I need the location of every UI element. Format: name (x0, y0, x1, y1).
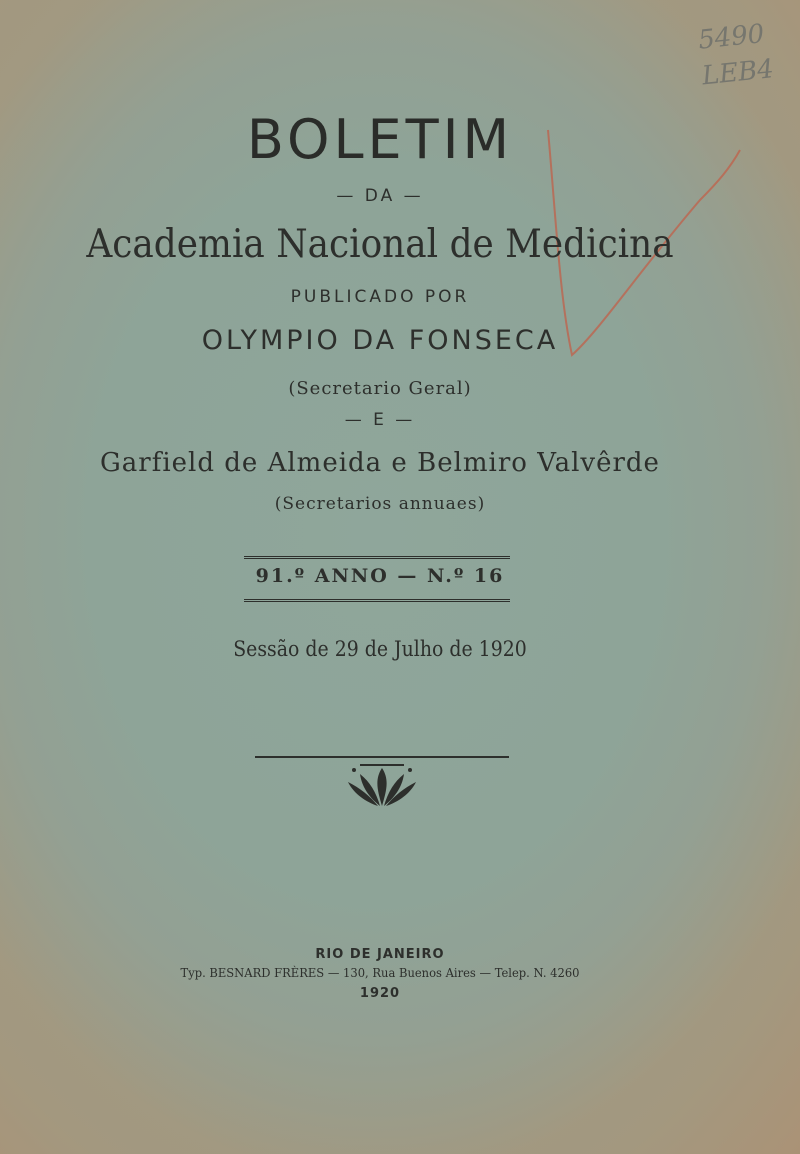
co-editors: Garfield de Almeida e Belmiro Valvêrde (100, 448, 660, 478)
issue-number: 91.º ANNO — N.º 16 (255, 565, 505, 587)
imprint-printer: Typ. BESNARD FRÈRES — 130, Rua Buenos Aires — Telep. N. 4260 (180, 966, 580, 980)
published-by: PUBLICADO POR (290, 287, 470, 307)
page-title: BOLETIM (246, 108, 514, 171)
academy-name: Academia Nacional de Medicina (86, 222, 674, 267)
editor-role: (Secretario Geral) (288, 378, 472, 399)
da-separator: — DA — (336, 186, 424, 206)
and-separator: — E — (344, 410, 416, 430)
editor-name: OLYMPIO DA FONSECA (201, 325, 559, 356)
co-editors-role: (Secretarios annuaes) (274, 494, 486, 514)
handwritten-note: 5490 LEB4 (696, 18, 776, 92)
divider-rule (255, 756, 509, 758)
imprint-year: 1920 (359, 986, 401, 1001)
imprint-city: RIO DE JANEIRO (315, 947, 445, 962)
session-date: Sessão de 29 de Julho de 1920 (233, 637, 527, 661)
ornament-icon (344, 762, 420, 810)
red-pencil-mark (0, 0, 800, 420)
